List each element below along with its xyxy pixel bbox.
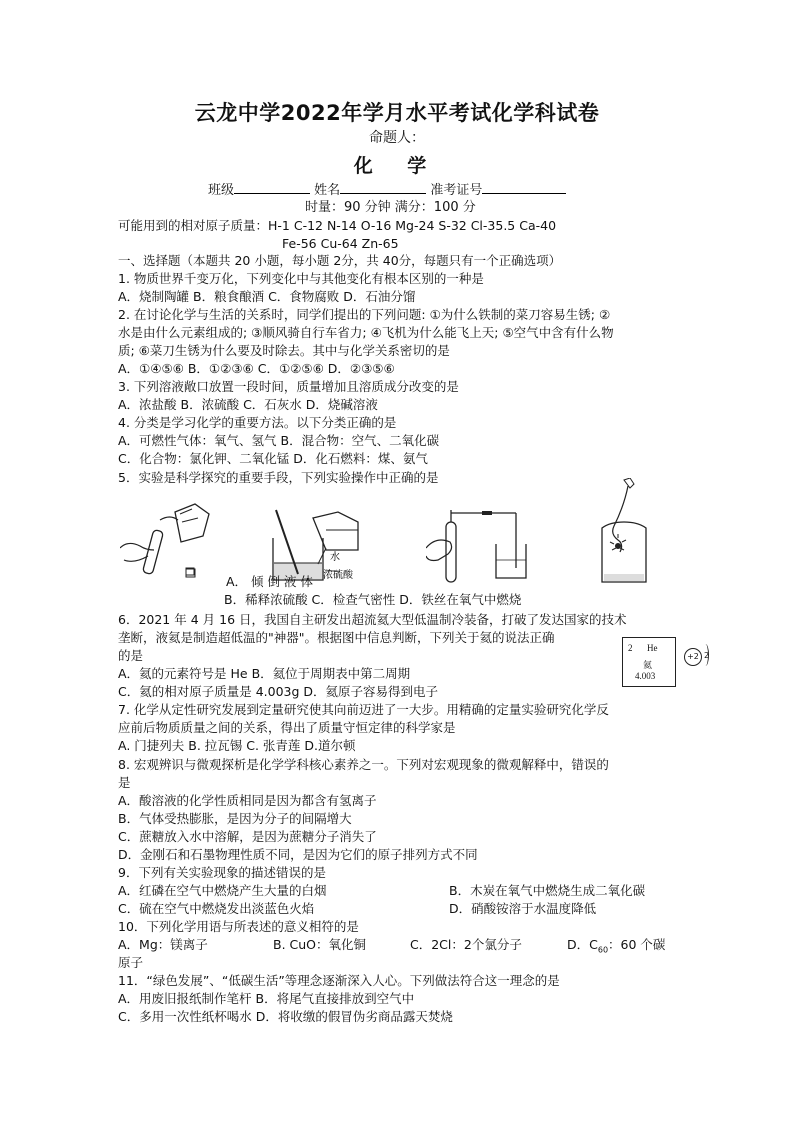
q9-option-d: D．硝酸铵溶于水温度降低 (449, 901, 597, 916)
atomic-number: 2 (628, 643, 633, 653)
ticket-label: 准考证号 (430, 183, 483, 198)
q10-option-c: C．2Cl：2个氯分子 (410, 937, 522, 952)
time-score: 时量：90 分钟 满分：100 分 (305, 200, 476, 215)
atomic-mass-line-2: Fe-56 Cu-64 Zn-65 (282, 236, 399, 251)
q6-line1: 6．2021 年 4 月 16 日，我国自主研发出超流氦大型低温制冷装备，打破了发达国家的技术 (118, 612, 627, 627)
pouring-liquid-figure (120, 500, 215, 585)
airtightness-figure (426, 508, 536, 588)
q10-stem: 10．下列化学用语与所表述的意义相符的是 (118, 919, 359, 934)
q5-option-a: A． 倾 倒 液 体 (226, 574, 313, 589)
exam-title: 云龙中学2022年学月水平考试化学科试卷 (194, 101, 600, 125)
q9-option-c: C．硫在空气中燃烧发出淡蓝色火焰 (118, 901, 315, 916)
q8-option-b: B．气体受热膨胀，是因为分子的间隔增大 (118, 811, 352, 826)
q3-options: A．浓盐酸 B．浓硫酸 C．石灰水 D．烧碱溶液 (118, 397, 378, 412)
name-blank[interactable] (340, 180, 426, 194)
class-blank[interactable] (234, 180, 310, 194)
q7-options: A. 门捷列夫 B. 拉瓦锡 C. 张青莲 D.道尔顿 (118, 738, 356, 753)
q10-wrap: 原子 (118, 955, 144, 970)
atom-structure-diagram (684, 648, 710, 666)
q1-options: A．烧制陶罐 B．粮食酿酒 C．食物腐败 D．石油分馏 (118, 289, 416, 304)
q6-line3: 的是 (118, 648, 144, 663)
q8-line1: 8. 宏观辨识与微观探析是化学学科核心素养之一。下列对宏观现象的微观解释中，错误的 (118, 757, 609, 772)
q2-line2: 水是由什么元素组成的; ③顺风骑自行车省力; ④飞机为什么能飞上天; ⑤空气中含有什么物 (118, 325, 614, 340)
q6-options-2: C．氦的相对原子质量是 4.003g D．氦原子容易得到电子 (118, 684, 439, 699)
ticket-blank[interactable] (482, 180, 566, 194)
q11-options-1: A．用废旧报纸制作笔杆 B．将尾气直接排放到空气中 (118, 991, 415, 1006)
q4-options-2: C．化合物：氯化钾、二氧化锰 D．化石燃料：煤、氨气 (118, 451, 428, 466)
class-label: 班级 (208, 183, 235, 198)
q2-options: A．①④⑤⑥ B．①②③⑥ C．①②⑤⑥ D．②③⑤⑥ (118, 361, 395, 376)
q8-line2: 是 (118, 775, 131, 790)
atom-shell-count: 2 (704, 651, 710, 660)
q4-options-1: A．可燃性气体：氧气、氢气 B．混合物：空气、二氧化碳 (118, 433, 440, 448)
q8-option-c: C．蔗糖放入水中溶解，是因为蔗糖分子消失了 (118, 829, 377, 844)
q5-stem: 5．实验是科学探究的重要手段，下列实验操作中正确的是 (118, 470, 439, 485)
q2-line1: 2. 在讨论化学与生活的关系时，同学们提出的下列问题: ①为什么铁制的菜刀容易生锈; ② (118, 307, 611, 322)
name-label: 姓名 (314, 183, 341, 198)
q2-line3: 质; ⑥菜刀生锈为什么要及时除去。其中与化学关系密切的是 (118, 343, 450, 358)
helium-element-card (622, 637, 676, 687)
q9-option-a: A．红磷在空气中燃烧产生大量的白烟 (118, 883, 327, 898)
q11-options-2: C．多用一次性纸杯喝水 D．将收缴的假冒伪劣商品露天焚烧 (118, 1009, 453, 1024)
atomic-mass: 4.003 (635, 671, 656, 681)
section-heading: 一、选择题（本题共 20 小题，每小题 2分，共 40分，每题只有一个正确选项） (118, 253, 562, 268)
atom-nucleus: +2 (684, 648, 702, 666)
q4-stem: 4. 分类是学习化学的重要方法。以下分类正确的是 (118, 415, 397, 430)
q11-stem: 11．“绿色发展”、“低碳生活”等理念逐渐深入人心。下列做法符合这一理念的是 (118, 973, 560, 988)
q9-stem: 9．下列有关实验现象的描述错误的是 (118, 865, 326, 880)
q10-option-d: D．$C_{60}$：60 个碳 (567, 937, 666, 955)
q8-option-d: D．金刚石和石墨物理性质不同，是因为它们的原子排列方式不同 (118, 847, 478, 862)
test-tube-icon (184, 568, 198, 578)
water-label: 水 (330, 552, 340, 563)
element-symbol: He (647, 643, 658, 653)
atomic-mass-line-1: 可能用到的相对原子质量：H-1 C-12 N-14 O-16 Mg-24 S-32 Cl-35.5 Ca-40 (118, 218, 557, 233)
q6-options-1: A．氦的元素符号是 He B．氦位于周期表中第二周期 (118, 666, 411, 681)
q10-option-a: A．Mg：镁离子 (118, 937, 208, 952)
q5-options-bcd: B．稀释浓硫酸 C．检查气密性 D．铁丝在氧气中燃烧 (224, 592, 522, 607)
q3-stem: 3. 下列溶液敞口放置一段时间，质量增加且溶质成分改变的是 (118, 379, 459, 394)
q10-option-b: B. CuO：氧化铜 (273, 937, 367, 952)
subject-title: 化 学 (353, 155, 441, 177)
q7-line2: 应前后物质质量之间的关系，得出了质量守恒定律的科学家是 (118, 720, 456, 735)
author-label: 命题人： (369, 130, 425, 146)
q6-line2: 垄断，液氦是制造超低温的"神器"。根据图中信息判断，下列关于氦的说法正确 (118, 630, 555, 645)
student-info-line (208, 180, 566, 199)
q8-option-a: A．酸溶液的化学性质相同是因为都含有氢离子 (118, 793, 377, 808)
acid-label: 浓硫酸 (323, 570, 353, 581)
q7-line1: 7. 化学从定性研究发展到定量研究使其向前迈进了一大步。用精确的定量实验研究化学反 (118, 702, 609, 717)
q1-stem: 1. 物质世界千变万化，下列变化中与其他变化有根本区别的一种是 (118, 271, 484, 286)
element-name: 氦 (643, 660, 653, 670)
q9-option-b: B．木炭在氧气中燃烧生成二氧化碳 (449, 883, 646, 898)
iron-burning-figure (594, 478, 654, 588)
